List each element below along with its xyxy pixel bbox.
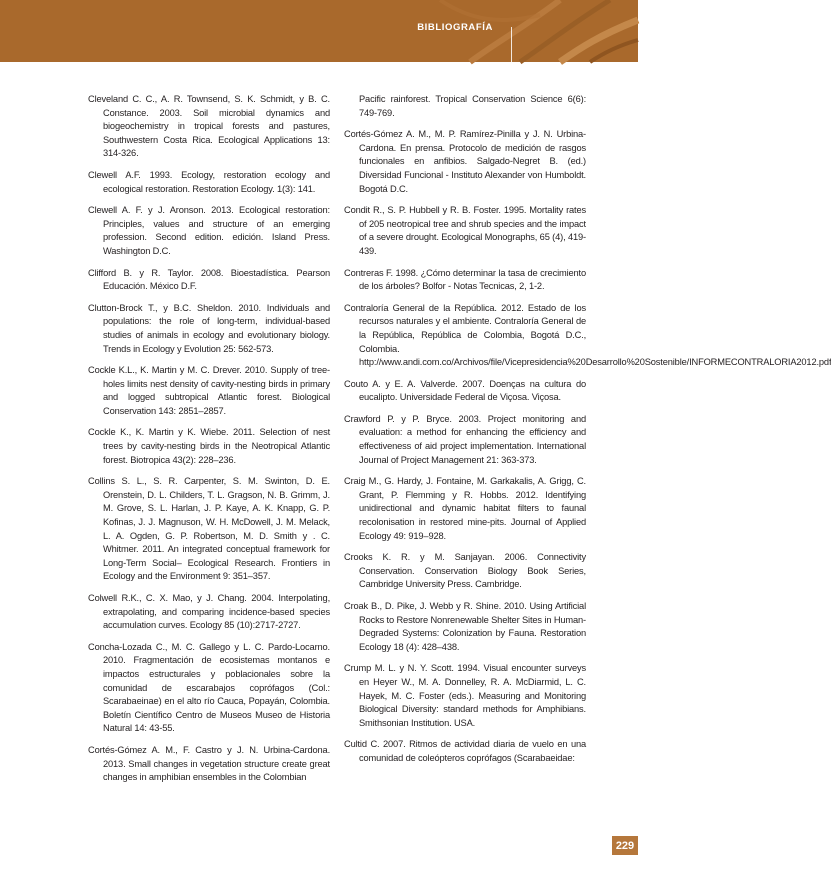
reference-item: Cortés-Gómez A. M., M. P. Ramírez-Pinilla y J. N. Urbina-Cardona. En prensa. Protocolo de medición de rasgos funcionales en anfibios. Salgado-Negret B. (ed.) Diversidad Funcional - Instituto Alexander von Humboldt. Bogotá D.C. — [344, 129, 586, 194]
header-bar — [0, 0, 638, 62]
reference-item: Condit R., S. P. Hubbell y R. B. Foster. 1995. Mortality rates of 205 neotropical tree and shrub species and the impact of a severe drought. Ecological Monographs, 65 (4), 419-439. — [344, 205, 586, 256]
reference-item: Crawford P. y P. Bryce. 2003. Project monitoring and evaluation: a method for enhancing the efficiency and effectiveness of aid project implementation. International Journal of Project Management 21: 363-373. — [344, 413, 586, 465]
page-number: 229 — [612, 836, 638, 855]
reference-item: Collins S. L., S. R. Carpenter, S. M. Swinton, D. E. Orenstein, D. L. Childers, T. L. Gragson, N. B. Grimm, J. M. Grove, S. L. Harlan, J. P. Kaye, A. K. Knapp, G. P. Kofinas, J. J. Magnuson, W. H. McDowell, J. M. Melack, L. A. Ogden, G. P. Robertson, M. D. Smith y . C. Whitmer. 2011. An integrated conceptual framework for Long-Term Social– Ecological Research. Frontiers in Ecology and the Environment 9: 351–357. — [88, 476, 330, 582]
reference-item: Colwell R.K., C. X. Mao, y J. Chang. 2004. Interpolating, extrapolating, and comparing incidence-based species accumulation curves. Ecology 85 (10):2717-2727. — [88, 593, 330, 631]
reference-item: Cultid C. 2007. Ritmos de actividad diaria de vuelo en una comunidad de coleópteros coprófagos (Scarabaeidae: — [344, 739, 586, 763]
reference-item: Clewell A. F. y J. Aronson. 2013. Ecological restoration: Principles, values and structure of an emerging profession. Second edition. edición. Island Press. Washington D.C. — [88, 205, 330, 256]
reference-item: Crooks K. R. y M. Sanjayan. 2006. Connectivity Conservation. Conservation Biology Book Series, Cambridge University Press. Cambridge. — [344, 552, 586, 590]
reference-item: Clifford B. y R. Taylor. 2008. Bioestadística. Pearson Educación. México D.F. — [88, 267, 330, 292]
header-divider — [511, 27, 512, 62]
reference-item: Cockle K.L., K. Martin y M. C. Drever. 2010. Supply of tree-holes limits nest density of cavity-nesting birds in primary and logged subtropical Atlantic forest. Biological Conservation 143: 2851–2857. — [88, 365, 330, 416]
section-title: BIBLIOGRAFÍA — [417, 22, 493, 33]
reference-item: Cortés-Gómez A. M., F. Castro y J. N. Urbina-Cardona. 2013. Small changes in vegetation structure create great changes in amphibian ensembles in the Colombian — [88, 744, 330, 783]
reference-continuation: Pacific rainforest. Tropical Conservation Science 6(6): 749-769. — [359, 94, 586, 118]
reference-item: Contreras F. 1998. ¿Cómo determinar la tasa de crecimiento de los árboles? Bolfor - Notas Tecnicas, 2, 1-2. — [344, 267, 586, 292]
reference-item: Cleveland C. C., A. R. Townsend, S. K. Schmidt, y B. C. Constance. 2003. Soil microbial dynamics and biogeochemistry in tropical forests and pastures, Southwestern Costa Rica. Ecological Applications 13: 314-326. — [88, 94, 330, 159]
reference-item: Croak B., D. Pike, J. Webb y R. Shine. 2010. Using Artificial Rocks to Restore Nonrenewable Shelter Sites in Human-Degraded Systems: Colonization by Fauna. Restoration Ecology 18 (4): 428–438. — [344, 601, 586, 652]
wood-texture-decoration — [0, 0, 638, 62]
reference-item: Clutton-Brock T., y B.C. Sheldon. 2010. Individuals and populations: the role of long-term, individual-based studies of animals in ecology and evolutionary biology. Trends in Ecology y Evolution 25: 562-573. — [88, 302, 330, 354]
reference-item: Craig M., G. Hardy, J. Fontaine, M. Garkakalis, A. Grigg, C. Grant, P. Flemming y R. Hobbs. 2012. Identifying unidirectional and dynamic habitat filters to faunal recolonisation in restored mine-pits. Journal of Applied Ecology 49: 919–928. — [344, 476, 586, 541]
reference-item: Concha-Lozada C., M. C. Gallego y L. C. Pardo-Locarno. 2010. Fragmentación de ecosistemas montanos e impactos estructurales y poblacionales sobre la comunidad de escarabajos coprófagos (Col.: Scarabaeinae) en el alto río Cauca, Popayán, Colombia. Boletín Científico Centro de Museos Museo de Historia Natural 14: 43-55. — [88, 641, 330, 734]
reference-item: Contraloría General de la República. 2012. Estado de los recursos naturales y el ambiente. Contraloría General de la República, República de Colombia, Bogotá D.C., Colombia. http://www.andi.com.co/Archivos/file/Vicepresidencia%20Desarrollo%20Sostenible/INFORMECONTRALORIA2012.pdf — [344, 302, 831, 368]
reference-item: Couto A. y E. A. Valverde. 2007. Doenças na cultura do eucalipto. Universidade Federal de Viçosa. Viçosa. — [344, 378, 586, 403]
reference-item: Crump M. L. y N. Y. Scott. 1994. Visual encounter surveys en Heyer W., M. A. Donnelley, R. A. McDiarmid, L. C. Hayek, M. C. Foster (eds.). Measuring and Monitoring Biological Diversity: standard methods for Amphibians. Smithsonian Institution. USA. — [344, 663, 586, 728]
reference-item: Cockle K., K. Martin y K. Wiebe. 2011. Selection of nest trees by cavity-nesting birds in the Neotropical Atlantic forest. Biotropica 43(2): 228–236. — [88, 427, 330, 465]
right-column — [344, 93, 831, 774]
left-column — [88, 93, 330, 793]
reference-item: Clewell A.F. 1993. Ecology, restoration ecology and ecological restoration. Restoration Ecology. 1(3): 141. — [88, 169, 330, 194]
